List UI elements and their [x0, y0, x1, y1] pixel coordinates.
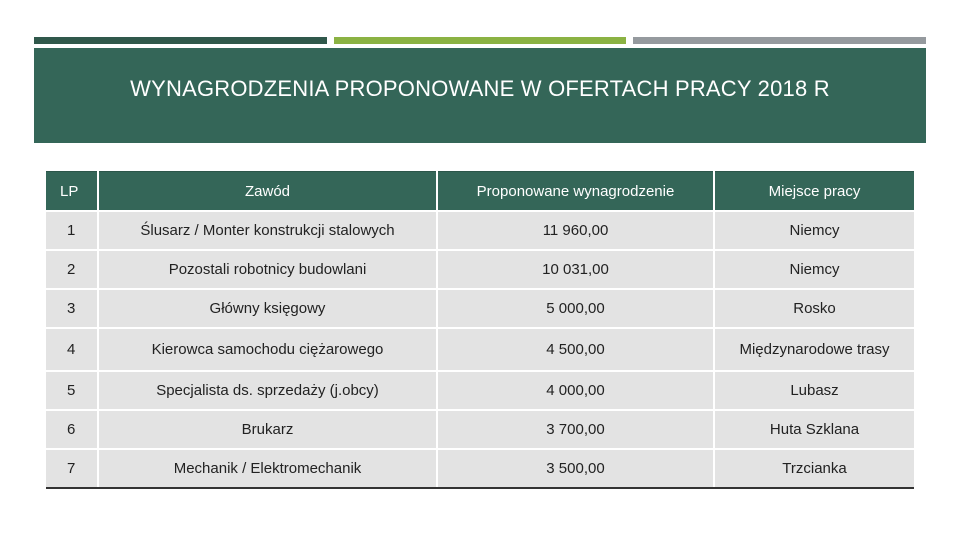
cell-lp: 6 [46, 410, 98, 449]
cell-workplace: Huta Szklana [714, 410, 914, 449]
cell-salary: 3 700,00 [437, 410, 714, 449]
header-workplace: Miejsce pracy [714, 172, 914, 212]
table-row [46, 211, 914, 250]
cell-workplace: Międzynarodowe trasy [714, 328, 914, 371]
salary-table [46, 171, 914, 489]
header-lp: LP [46, 172, 98, 212]
cell-workplace: Niemcy [714, 211, 914, 250]
accent-bar-light-green [334, 37, 626, 44]
page-title: WYNAGRODZENIA PROPONOWANE W OFERTACH PRACY 2018 R [130, 76, 830, 101]
cell-lp: 7 [46, 449, 98, 488]
table-row [46, 328, 914, 371]
cell-workplace: Trzcianka [714, 449, 914, 488]
cell-lp: 4 [46, 328, 98, 371]
table-header-row [46, 172, 914, 212]
cell-lp: 3 [46, 289, 98, 328]
table-row [46, 371, 914, 410]
cell-salary: 5 000,00 [437, 289, 714, 328]
table-row [46, 289, 914, 328]
cell-occupation: Specjalista ds. sprzedaży (j.obcy) [98, 371, 437, 410]
table-row [46, 250, 914, 289]
cell-lp: 1 [46, 211, 98, 250]
cell-workplace: Rosko [714, 289, 914, 328]
cell-occupation: Ślusarz / Monter konstrukcji stalowych [98, 211, 437, 250]
header-occupation: Zawód [98, 172, 437, 212]
cell-occupation: Kierowca samochodu ciężarowego [98, 328, 437, 371]
salary-table-container [46, 171, 914, 489]
cell-workplace: Lubasz [714, 371, 914, 410]
table-row [46, 449, 914, 488]
cell-workplace: Niemcy [714, 250, 914, 289]
cell-salary: 10 031,00 [437, 250, 714, 289]
cell-occupation: Brukarz [98, 410, 437, 449]
cell-lp: 2 [46, 250, 98, 289]
accent-bar-gray [633, 37, 926, 44]
cell-occupation: Główny księgowy [98, 289, 437, 328]
cell-salary: 11 960,00 [437, 211, 714, 250]
cell-salary: 3 500,00 [437, 449, 714, 488]
table-row [46, 410, 914, 449]
accent-bar-dark-green [34, 37, 327, 44]
cell-occupation: Pozostali robotnicy budowlani [98, 250, 437, 289]
cell-salary: 4 500,00 [437, 328, 714, 371]
cell-salary: 4 000,00 [437, 371, 714, 410]
title-band [34, 48, 926, 143]
cell-lp: 5 [46, 371, 98, 410]
cell-occupation: Mechanik / Elektromechanik [98, 449, 437, 488]
header-salary: Proponowane wynagrodzenie [437, 172, 714, 212]
